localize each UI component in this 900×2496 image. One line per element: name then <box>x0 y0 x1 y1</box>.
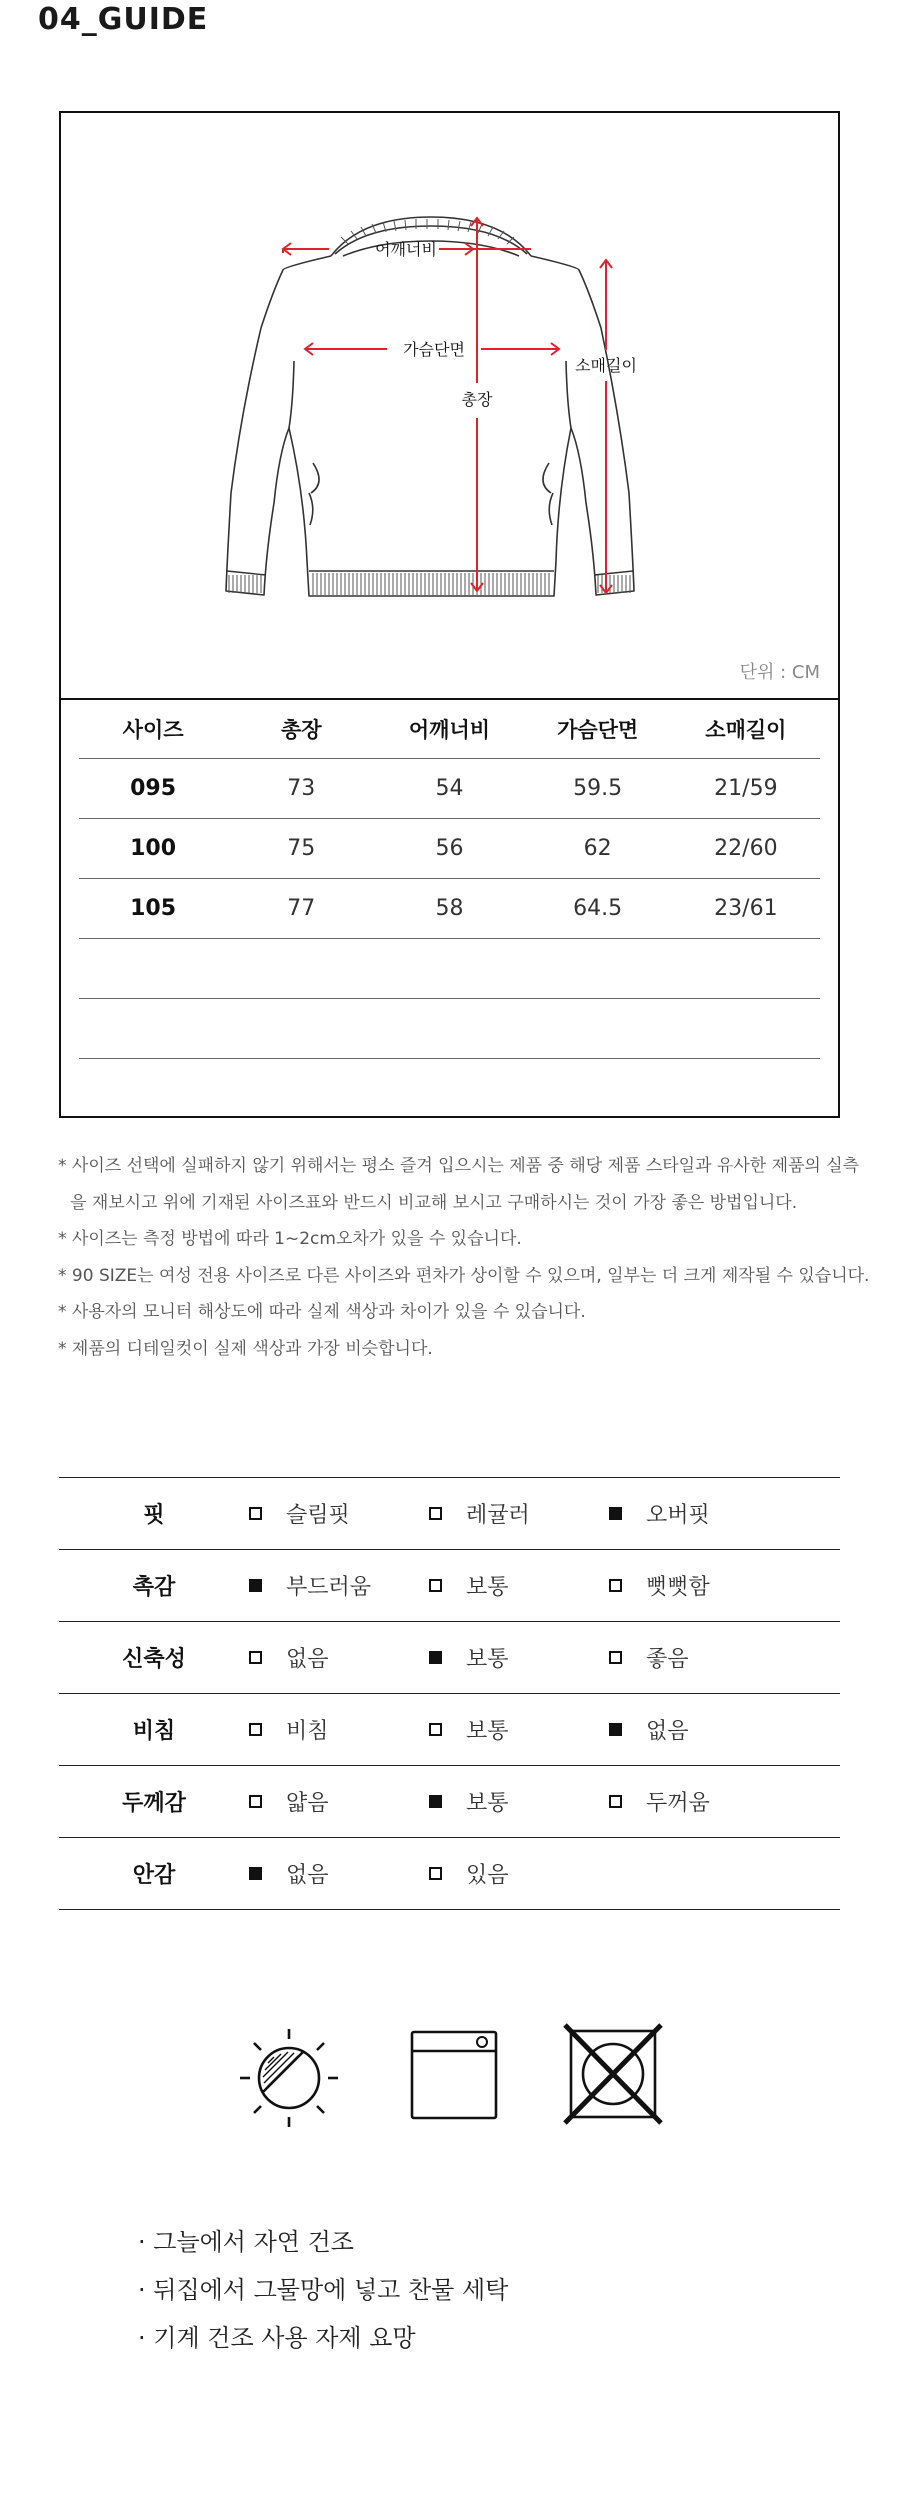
fabric-attribute-table <box>59 1477 840 1910</box>
cell-sleeve: 22/60 <box>672 819 820 879</box>
attribute-row-sheerness <box>59 1694 840 1766</box>
cell-shoulder: 58 <box>375 879 523 939</box>
checkbox-empty-icon <box>249 1723 262 1736</box>
empty-row <box>79 939 820 999</box>
option-label: 오버핏 <box>646 1503 710 1528</box>
option-label: 좋음 <box>646 1647 689 1672</box>
attribute-option <box>609 1786 789 1817</box>
checkbox-checked-icon <box>249 1579 262 1592</box>
care-item: · 기계 건조 사용 자제 요망 <box>138 2324 416 2352</box>
cell-sleeve: 21/59 <box>672 759 820 819</box>
size-guide-box <box>59 111 840 1118</box>
option-label: 있음 <box>466 1863 509 1888</box>
option-label: 두꺼움 <box>646 1791 710 1816</box>
label-shoulder: 어깨너비 <box>375 240 437 259</box>
attribute-option <box>609 1570 789 1601</box>
option-label: 부드러움 <box>286 1575 372 1600</box>
attribute-row-thickness <box>59 1766 840 1838</box>
attribute-option <box>429 1786 609 1817</box>
checkbox-checked-icon <box>609 1507 622 1520</box>
page-title: 04_GUIDE <box>38 2 209 37</box>
checkbox-empty-icon <box>429 1579 442 1592</box>
note-item: * 사이즈 선택에 실패하지 않기 위해서는 평소 즐겨 입으시는 제품 중 해당 제품 스타일과 유사한 제품의 실측 <box>58 1156 860 1176</box>
attribute-option <box>249 1498 429 1529</box>
table-row <box>79 819 820 879</box>
note-item: 을 재보시고 위에 기재된 사이즈표와 반드시 비교해 보시고 구매하시는 것이 가장 좋은 방법입니다. <box>70 1192 798 1213</box>
label-chest: 가슴단면 <box>403 340 465 359</box>
cell-chest: 59.5 <box>524 759 672 819</box>
attribute-option <box>249 1714 429 1745</box>
option-label: 슬림핏 <box>286 1503 350 1528</box>
option-label: 없음 <box>286 1863 329 1888</box>
shade-dry-icon <box>234 2023 344 2133</box>
attribute-row-fit <box>59 1478 840 1550</box>
cell-length: 73 <box>227 759 375 819</box>
attribute-option <box>609 1642 789 1673</box>
checkbox-checked-icon <box>249 1867 262 1880</box>
header-shoulder: 어깨너비 <box>375 700 523 759</box>
header-size: 사이즈 <box>79 700 227 759</box>
label-length: 총장 <box>461 390 493 409</box>
attribute-option <box>429 1642 609 1673</box>
checkbox-empty-icon <box>249 1651 262 1664</box>
attribute-option <box>429 1498 609 1529</box>
attribute-option <box>429 1714 609 1745</box>
care-item: · 뒤집에서 그물망에 넣고 찬물 세탁 <box>138 2276 509 2304</box>
attribute-option <box>249 1786 429 1817</box>
option-label: 레귤러 <box>466 1503 530 1528</box>
sweater-diagram <box>61 113 838 698</box>
care-item: · 그늘에서 자연 건조 <box>138 2228 354 2256</box>
attribute-label: 핏 <box>143 1503 165 1528</box>
header-sleeve: 소매길이 <box>672 700 820 759</box>
checkbox-empty-icon <box>429 1867 442 1880</box>
checkbox-checked-icon <box>429 1651 442 1664</box>
attribute-label: 비침 <box>132 1719 176 1744</box>
note-item: * 제품의 디테일컷이 실제 색상과 가장 비슷합니다. <box>58 1338 433 1359</box>
option-label: 보통 <box>466 1575 509 1600</box>
attribute-option <box>429 1858 609 1889</box>
attribute-row-touch <box>59 1550 840 1622</box>
size-notes <box>58 1148 870 1367</box>
checkbox-checked-icon <box>429 1795 442 1808</box>
size-table-header <box>79 700 820 759</box>
table-row <box>79 759 820 819</box>
attribute-label: 안감 <box>132 1863 176 1888</box>
note-item: * 90 SIZE는 여성 전용 사이즈로 다른 사이즈와 편차가 상이할 수 있으며, 일부는 더 크게 제작될 수 있습니다. <box>58 1265 870 1286</box>
note-item: * 사용자의 모니터 해상도에 따라 실제 색상과 차이가 있을 수 있습니다. <box>58 1302 586 1322</box>
cell-chest: 62 <box>524 819 672 879</box>
checkbox-empty-icon <box>429 1507 442 1520</box>
checkbox-empty-icon <box>609 1651 622 1664</box>
cell-length: 75 <box>227 819 375 879</box>
no-tumble-dry-icon <box>563 2023 663 2125</box>
header-chest: 가슴단면 <box>524 700 672 759</box>
attribute-row-stretch <box>59 1622 840 1694</box>
attribute-option <box>249 1642 429 1673</box>
option-label: 비침 <box>286 1719 329 1744</box>
table-row <box>79 879 820 939</box>
attribute-option <box>609 1498 789 1529</box>
option-label: 보통 <box>466 1647 509 1672</box>
sweater-illustration <box>61 113 838 698</box>
attribute-label: 촉감 <box>132 1575 176 1600</box>
option-label: 없음 <box>286 1647 329 1672</box>
header-length: 총장 <box>227 700 375 759</box>
option-label: 보통 <box>466 1719 509 1744</box>
note-item: * 사이즈는 측정 방법에 따라 1~2cm오차가 있을 수 있습니다. <box>58 1229 522 1249</box>
attribute-option <box>249 1570 429 1601</box>
attribute-option <box>609 1714 789 1745</box>
attribute-row-lining <box>59 1838 840 1910</box>
checkbox-empty-icon <box>249 1795 262 1808</box>
attribute-label: 두께감 <box>122 1791 186 1816</box>
size-table <box>61 698 838 1116</box>
laundry-net-icon <box>410 2029 500 2121</box>
unit-note: 단위 : CM <box>739 662 820 683</box>
cell-size: 105 <box>79 879 227 939</box>
attribute-option <box>249 1858 429 1889</box>
empty-row <box>79 999 820 1059</box>
cell-size: 095 <box>79 759 227 819</box>
checkbox-empty-icon <box>609 1795 622 1808</box>
cell-chest: 64.5 <box>524 879 672 939</box>
cell-shoulder: 56 <box>375 819 523 879</box>
option-label: 얇음 <box>286 1791 329 1816</box>
attribute-label: 신축성 <box>122 1647 186 1672</box>
cell-shoulder: 54 <box>375 759 523 819</box>
empty-row <box>79 1059 820 1119</box>
checkbox-empty-icon <box>429 1723 442 1736</box>
option-label: 뻣뻣함 <box>646 1575 710 1600</box>
checkbox-empty-icon <box>609 1579 622 1592</box>
cell-size: 100 <box>79 819 227 879</box>
option-label: 없음 <box>646 1719 689 1744</box>
cell-sleeve: 23/61 <box>672 879 820 939</box>
label-sleeve: 소매길이 <box>575 356 637 375</box>
attribute-option <box>429 1570 609 1601</box>
option-label: 보통 <box>466 1791 509 1816</box>
checkbox-empty-icon <box>249 1507 262 1520</box>
checkbox-checked-icon <box>609 1723 622 1736</box>
cell-length: 77 <box>227 879 375 939</box>
care-instructions <box>138 2218 508 2362</box>
